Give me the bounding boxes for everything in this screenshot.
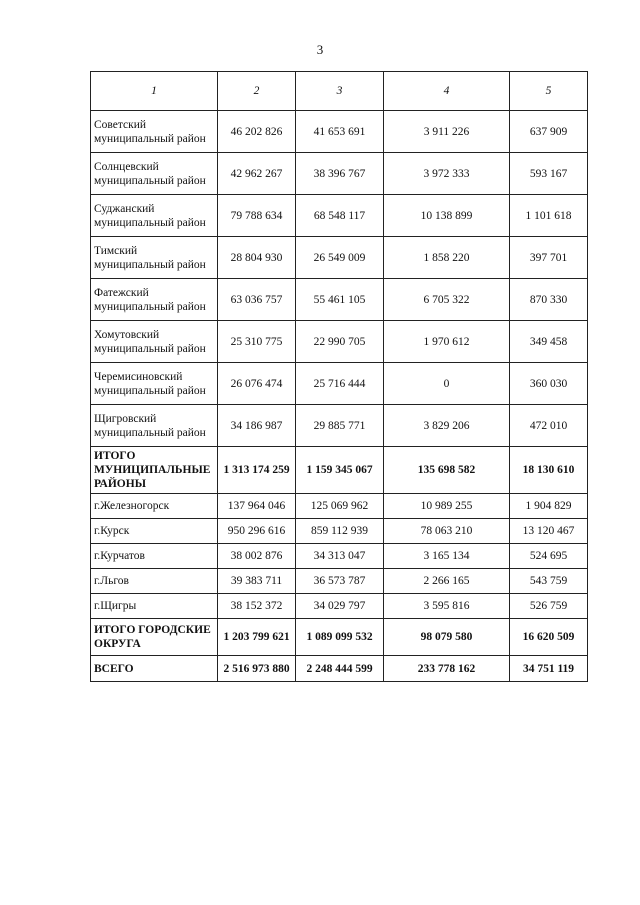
value-cell-col3: 55 461 105 (296, 279, 384, 321)
table-row (91, 519, 588, 544)
value-cell-col5: 472 010 (510, 405, 588, 447)
value-cell-col2: 25 310 775 (218, 321, 296, 363)
row-name-cell (91, 279, 218, 321)
row-name-cell: г.Курчатов (91, 544, 218, 569)
table-row (91, 569, 588, 594)
value-cell-col5: 637 909 (510, 111, 588, 153)
table-row (91, 447, 588, 494)
value-cell-col2: 39 383 711 (218, 569, 296, 594)
table-row (91, 544, 588, 569)
row-name-cell: г.Железногорск (91, 494, 218, 519)
value-cell-col2: 1 313 174 259 (218, 447, 296, 494)
budget-table (90, 71, 588, 682)
value-cell-col4: 3 829 206 (384, 405, 510, 447)
value-cell-col3: 38 396 767 (296, 153, 384, 195)
column-header-5: 5 (510, 72, 588, 111)
row-name-cell: г.Щигры (91, 594, 218, 619)
value-cell-col4: 135 698 582 (384, 447, 510, 494)
value-cell-col2: 950 296 616 (218, 519, 296, 544)
row-name-cell (91, 237, 218, 279)
value-cell-col5: 526 759 (510, 594, 588, 619)
value-cell-col4: 1 858 220 (384, 237, 510, 279)
value-cell-col4: 3 595 816 (384, 594, 510, 619)
value-cell-col4: 3 165 134 (384, 544, 510, 569)
table-row (91, 237, 588, 279)
row-name-line: муниципальный район (94, 426, 206, 439)
value-cell-col5: 1 904 829 (510, 494, 588, 519)
value-cell-col4: 1 970 612 (384, 321, 510, 363)
value-cell-col5: 593 167 (510, 153, 588, 195)
table-row (91, 279, 588, 321)
table-row (91, 363, 588, 405)
row-name-cell (91, 195, 218, 237)
table-row (91, 619, 588, 656)
table-row (91, 405, 588, 447)
value-cell-col3: 26 549 009 (296, 237, 384, 279)
value-cell-col4: 78 063 210 (384, 519, 510, 544)
row-name-line: Советский (94, 118, 147, 131)
value-cell-col2: 79 788 634 (218, 195, 296, 237)
row-name-cell: г.Льгов (91, 569, 218, 594)
row-name-cell (91, 321, 218, 363)
value-cell-col3: 29 885 771 (296, 405, 384, 447)
value-cell-col5: 349 458 (510, 321, 588, 363)
header-row (91, 72, 588, 111)
row-name-line: Солнцевский (94, 160, 159, 173)
value-cell-col3: 2 248 444 599 (296, 656, 384, 682)
value-cell-col3: 1 089 099 532 (296, 619, 384, 656)
row-name-line: Черемисиновский (94, 370, 183, 383)
value-cell-col3: 68 548 117 (296, 195, 384, 237)
row-name-line: ИТОГО ГОРОДСКИЕ (94, 624, 211, 636)
value-cell-col2: 34 186 987 (218, 405, 296, 447)
row-name-line: муниципальный район (94, 342, 206, 355)
table-row (91, 195, 588, 237)
value-cell-col4: 10 138 899 (384, 195, 510, 237)
table-row (91, 153, 588, 195)
row-name-cell (91, 153, 218, 195)
value-cell-col5: 16 620 509 (510, 619, 588, 656)
row-name-line: муниципальный район (94, 132, 206, 145)
value-cell-col3: 22 990 705 (296, 321, 384, 363)
value-cell-col3: 36 573 787 (296, 569, 384, 594)
row-name-line: Хомутовский (94, 328, 160, 341)
column-header-4: 4 (384, 72, 510, 111)
value-cell-col3: 1 159 345 067 (296, 447, 384, 494)
value-cell-col3: 859 112 939 (296, 519, 384, 544)
value-cell-col2: 46 202 826 (218, 111, 296, 153)
value-cell-col2: 2 516 973 880 (218, 656, 296, 682)
value-cell-col3: 34 029 797 (296, 594, 384, 619)
row-name-line: муниципальный район (94, 174, 206, 187)
value-cell-col5: 34 751 119 (510, 656, 588, 682)
row-name-line: муниципальный район (94, 300, 206, 313)
value-cell-col5: 524 695 (510, 544, 588, 569)
row-name-cell (91, 405, 218, 447)
row-name-cell (91, 619, 218, 656)
table-row (91, 111, 588, 153)
row-name-line: МУНИЦИПАЛЬНЫЕ (94, 464, 211, 476)
value-cell-col5: 543 759 (510, 569, 588, 594)
row-name-line: РАЙОНЫ (94, 478, 146, 490)
row-name-line: Суджанский (94, 202, 155, 215)
row-name-line: Фатежский (94, 286, 149, 299)
table-body (91, 111, 588, 682)
row-name-line: Тимский (94, 244, 138, 257)
value-cell-col2: 38 002 876 (218, 544, 296, 569)
value-cell-col2: 42 962 267 (218, 153, 296, 195)
value-cell-col5: 360 030 (510, 363, 588, 405)
value-cell-col4: 10 989 255 (384, 494, 510, 519)
value-cell-col4: 6 705 322 (384, 279, 510, 321)
value-cell-col3: 25 716 444 (296, 363, 384, 405)
value-cell-col3: 41 653 691 (296, 111, 384, 153)
column-header-3: 3 (296, 72, 384, 111)
value-cell-col3: 125 069 962 (296, 494, 384, 519)
row-name-line: ИТОГО (94, 450, 136, 462)
value-cell-col5: 397 701 (510, 237, 588, 279)
table-row (91, 494, 588, 519)
row-name-cell (91, 111, 218, 153)
value-cell-col4: 3 972 333 (384, 153, 510, 195)
value-cell-col2: 63 036 757 (218, 279, 296, 321)
column-header-2: 2 (218, 72, 296, 111)
value-cell-col4: 0 (384, 363, 510, 405)
row-name-cell: г.Курск (91, 519, 218, 544)
value-cell-col4: 98 079 580 (384, 619, 510, 656)
table-row (91, 594, 588, 619)
value-cell-col2: 28 804 930 (218, 237, 296, 279)
row-name-line: муниципальный район (94, 384, 206, 397)
value-cell-col2: 137 964 046 (218, 494, 296, 519)
column-header-1: 1 (91, 72, 218, 111)
page-number: 3 (316, 42, 324, 57)
table-row (91, 321, 588, 363)
table-row (91, 656, 588, 682)
value-cell-col4: 3 911 226 (384, 111, 510, 153)
value-cell-col4: 2 266 165 (384, 569, 510, 594)
row-name-line: Щигровский (94, 412, 157, 425)
row-name-line: муниципальный район (94, 216, 206, 229)
row-name-line: муниципальный район (94, 258, 206, 271)
value-cell-col3: 34 313 047 (296, 544, 384, 569)
value-cell-col5: 870 330 (510, 279, 588, 321)
row-name-cell (91, 447, 218, 494)
value-cell-col2: 38 152 372 (218, 594, 296, 619)
value-cell-col2: 1 203 799 621 (218, 619, 296, 656)
row-name-cell: ВСЕГО (91, 656, 218, 682)
value-cell-col5: 13 120 467 (510, 519, 588, 544)
row-name-line: ОКРУГА (94, 638, 141, 650)
value-cell-col2: 26 076 474 (218, 363, 296, 405)
value-cell-col5: 18 130 610 (510, 447, 588, 494)
value-cell-col4: 233 778 162 (384, 656, 510, 682)
value-cell-col5: 1 101 618 (510, 195, 588, 237)
row-name-cell (91, 363, 218, 405)
